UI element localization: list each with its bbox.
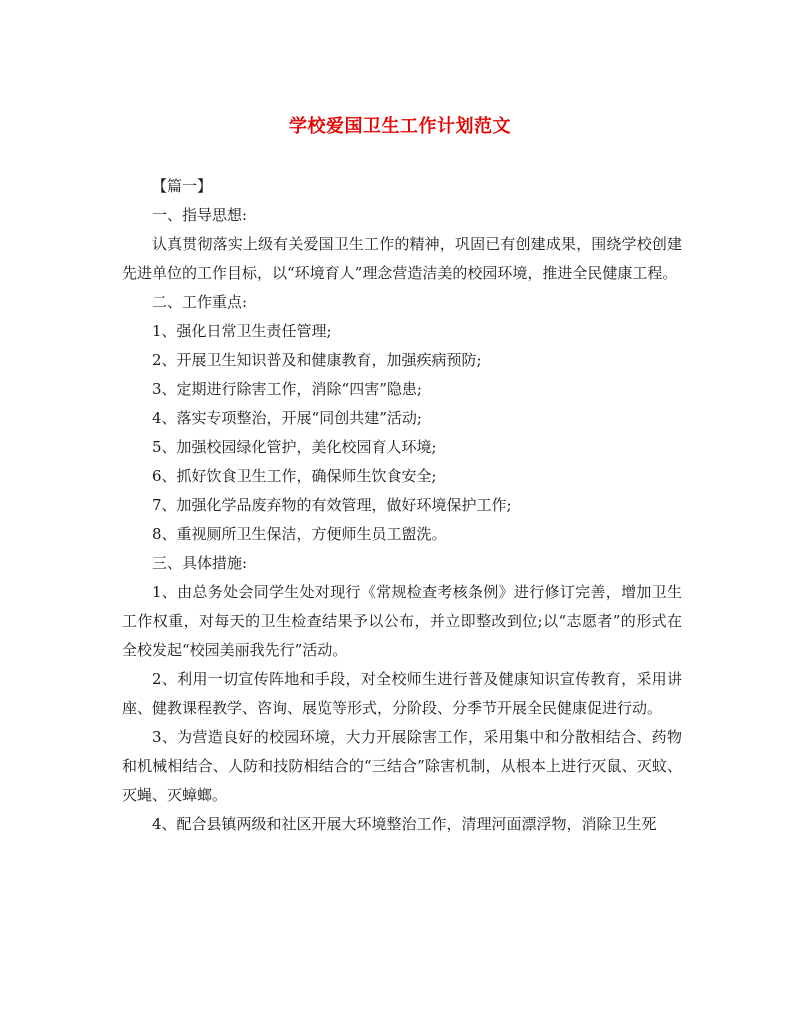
document-body (122, 172, 682, 839)
work-focus-item-2: 2、开展卫生知识普及和健康教育，加强疾病预防; (152, 351, 482, 369)
work-focus-item-4: 4、落实专项整治，开展“同创共建”活动; (152, 409, 422, 427)
work-focus-item-8: 8、重视厕所卫生保洁，方便师生员工盥洗。 (152, 525, 447, 543)
work-focus-item-3: 3、定期进行除害工作，消除“四害”隐患; (152, 380, 422, 398)
section-heading-part-one: 【篇一】 (152, 177, 213, 195)
work-focus-item-1: 1、强化日常卫生责任管理; (152, 322, 332, 340)
work-focus-item-7: 7、加强化学品废弃物的有效管理，做好环境保护工作; (152, 496, 512, 514)
work-focus-item-6: 6、抓好饮食卫生工作，确保师生饮食安全; (152, 467, 437, 485)
work-focus-item-5: 5、加强校园绿化管护，美化校园育人环境; (152, 438, 437, 456)
measure-paragraph-1: 1、由总务处会同学生处对现行《常规检查考核条例》进行修订完善，增加卫生工作权重，对每天的卫生检查结果予以公布，并立即整改到位;以“志愿者”的形式在全校发起“校园美丽我先行”活动。 (122, 583, 682, 659)
measure-paragraph-3: 3、为营造良好的校园环境，大力开展除害工作，采用集中和分散相结合、药物和机械相结合、人防和技防相结合的“三结合”除害机制，从根本上进行灭鼠、灭蚊、灭蝇、灭蟑螂。 (122, 728, 682, 804)
heading-specific-measures: 三、具体措施: (152, 554, 248, 572)
document-title: 学校爱国卫生工作计划范文 (289, 116, 511, 137)
measure-paragraph-2: 2、利用一切宣传阵地和手段，对全校师生进行普及健康知识宣传教育，采用讲座、健教课程教学、咨询、展览等形式，分阶段、分季节开展全民健康促进行动。 (122, 670, 682, 717)
heading-work-focus: 二、工作重点: (152, 293, 248, 311)
measure-paragraph-4: 4、配合县镇两级和社区开展大环境整治工作，清理河面漂浮物，消除卫生死 (152, 815, 657, 833)
paragraph-guiding-ideology: 认真贯彻落实上级有关爱国卫生工作的精神，巩固已有创建成果，围绕学校创建先进单位的工作目标，以“环境育人”理念营造洁美的校园环境，推进全民健康工程。 (122, 235, 682, 282)
heading-guiding-ideology: 一、指导思想: (152, 206, 248, 224)
